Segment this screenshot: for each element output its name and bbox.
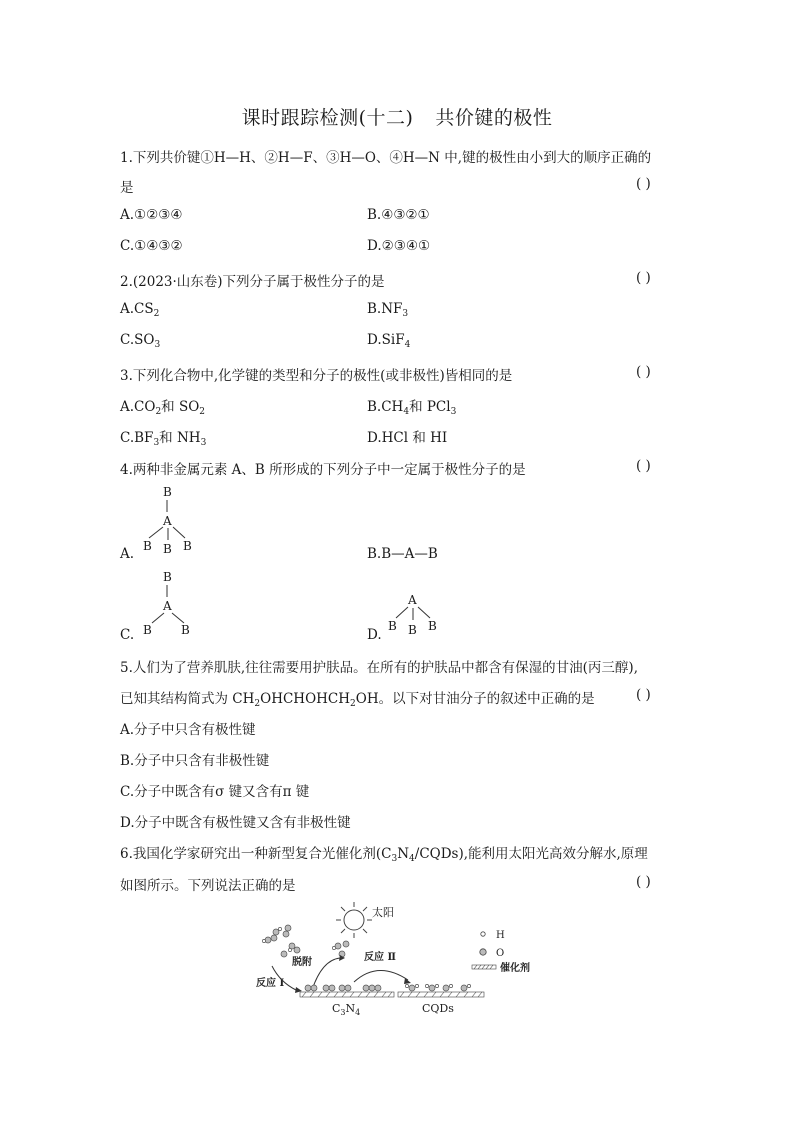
water-molecules-icon: [265, 925, 349, 957]
cqds-label: CQDs: [422, 1002, 454, 1015]
q4-option-a-label: A.: [120, 546, 135, 562]
q5-stem-line1: 5.人们为了营养肌肤,往往需要用护肤品。在所有的护肤品中都含有保湿的甘油(丙三醇),: [120, 660, 638, 676]
q2-stem: 2.(2023·山东卷)下列分子属于极性分子的是: [120, 274, 385, 290]
legend-o-icon: [480, 949, 486, 955]
svg-text:B: B: [163, 542, 172, 556]
legend-catalyst-icon: [472, 965, 496, 969]
q2-option-b: $B.NF_3$: [367, 301, 409, 319]
svg-text:B: B: [428, 619, 437, 633]
q6-stem-line1: 6.我国化学家研究出一种新型复合光催化剂$(C_3N_4/CQDs)$,能利用太阳光高效分解水,原理: [120, 846, 648, 864]
svg-text:B: B: [183, 539, 192, 553]
legend-h-icon: [481, 932, 485, 936]
legend-catalyst-label: 催化剂: [500, 963, 530, 974]
sun-label: 太阳: [372, 906, 394, 919]
title-part1: 课时跟踪检测(十二): [241, 107, 414, 129]
svg-text:B: B: [163, 485, 172, 499]
svg-text:A: A: [408, 593, 417, 607]
title-part2: 共价键的极性: [435, 107, 553, 129]
cqds-surface: [398, 984, 484, 997]
q3-option-b: $B.CH_4$和 PCl$_3$: [367, 399, 457, 417]
q1-option-a: A.①②③④: [120, 207, 183, 223]
q5-option-d: D.分子中既含有极性键又含有非极性键: [120, 815, 351, 831]
q3-option-c: $C.BF_3$和 $NH_3$: [120, 430, 207, 448]
q4-option-c-label: C.: [120, 627, 135, 643]
q1-stem-line1: 1.下列共价键①H—H、②H—F、③H—O、④H—N 中,键的极性由小到大的顺序正确的: [120, 150, 652, 166]
desorb-label: 脱附: [292, 957, 312, 968]
reaction-2-arrow-icon: [354, 970, 408, 982]
q6-stem-line2: 如图所示。下列说法正确的是: [120, 878, 296, 894]
sun-icon: [336, 902, 372, 938]
q5-stem-line2: 已知其结构简式为 $CH_2OHCHOHCH_2OH$。以下对甘油分子的叙述中正确的是: [120, 691, 595, 709]
q4-option-c-structure: [135, 566, 205, 638]
q2-option-c: $C.SO_3$: [120, 332, 161, 350]
legend-h-label: H: [496, 930, 505, 941]
q1-stem-line2: 是: [120, 180, 134, 196]
q4-answer-blank: ( ): [636, 458, 651, 474]
c3n4-surface: [300, 985, 394, 997]
q3-stem: 3.下列化合物中,化学键的类型和分子的极性(或非极性)皆相同的是: [120, 368, 513, 384]
svg-text:B: B: [143, 539, 152, 553]
q5-option-c: C.分子中既含有σ 键又含有π 键: [120, 784, 310, 800]
q6-answer-blank: ( ): [636, 874, 651, 890]
q2-answer-blank: ( ): [636, 270, 651, 286]
svg-text:B: B: [143, 623, 152, 637]
legend-o-label: O: [496, 948, 505, 959]
q5-option-b: B.分子中只含有非极性键: [120, 753, 270, 769]
q4-option-d-structure: [384, 590, 454, 640]
svg-text:B: B: [388, 619, 397, 633]
q4-option-b: B.B—A—B: [367, 546, 438, 562]
page-title: [0, 103, 794, 130]
q3-option-d: D.HCl 和 HI: [367, 430, 448, 446]
q1-option-b: B.④③②①: [367, 207, 430, 223]
reaction-2-label: 反应 Ⅱ: [364, 952, 396, 963]
q1-option-c: C.①④③②: [120, 238, 183, 254]
c3n4-label: $C_3N_4$: [332, 1002, 361, 1017]
svg-text:A: A: [163, 599, 172, 613]
q4-stem: 4.两种非金属元素 A、B 所形成的下列分子中一定属于极性分子的是: [120, 462, 526, 478]
reaction-1-label: 反应 Ⅰ: [256, 978, 285, 989]
photocatalysis-diagram: [250, 898, 550, 1018]
svg-text:A: A: [163, 514, 172, 528]
q3-option-a: $A.CO_2$和 $SO_2$: [120, 399, 206, 417]
svg-text:B: B: [408, 623, 417, 637]
q5-answer-blank: ( ): [636, 687, 651, 703]
q2-option-a: $A.CS_2$: [120, 301, 160, 319]
q5-option-a: A.分子中只含有极性键: [120, 722, 256, 738]
q1-answer-blank: ( ): [636, 176, 651, 192]
svg-text:B: B: [181, 623, 190, 637]
q4-option-a-structure: [135, 482, 205, 558]
q1-option-d: D.②③④①: [367, 238, 431, 254]
q2-option-d: D.SiF$_4$: [367, 332, 411, 350]
svg-text:B: B: [163, 570, 172, 584]
q4-option-d-label: D.: [367, 627, 382, 643]
q3-answer-blank: ( ): [636, 364, 651, 380]
